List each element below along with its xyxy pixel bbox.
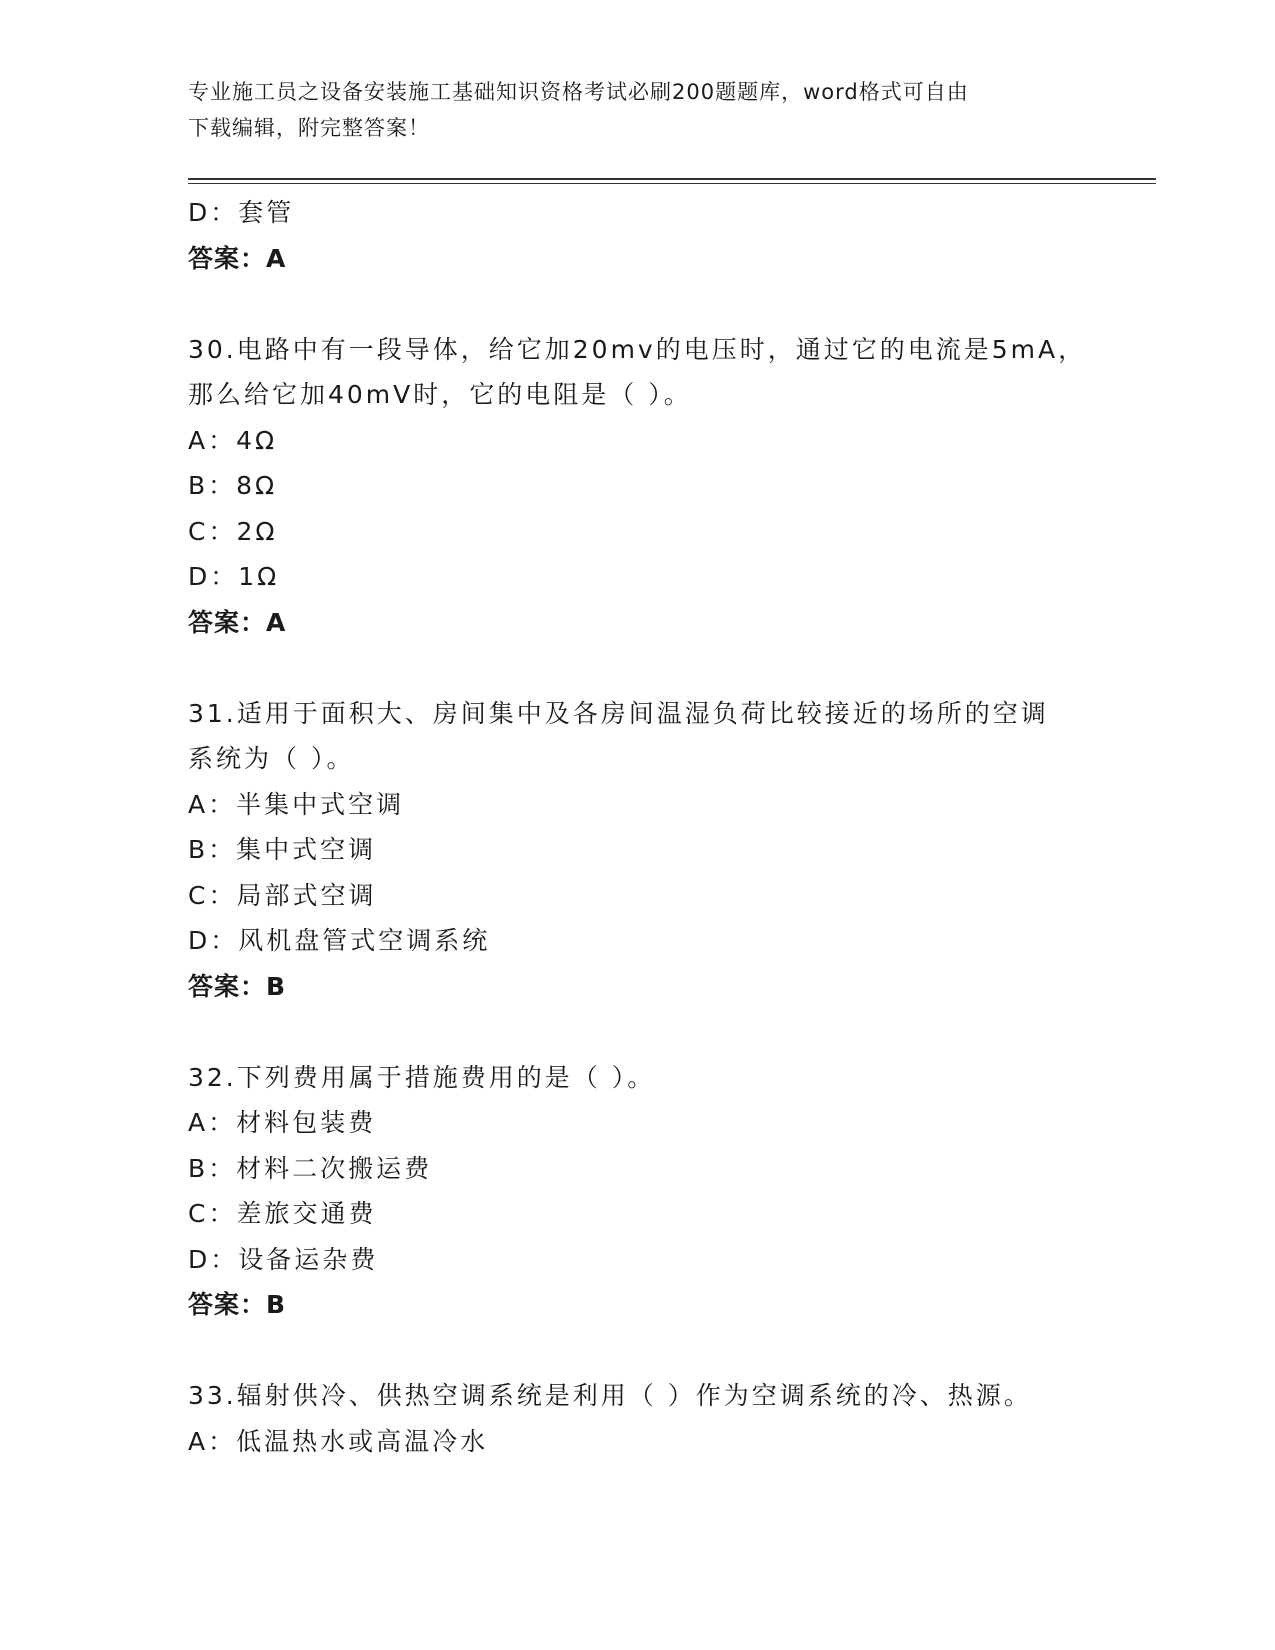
document-header <box>188 74 1088 146</box>
option-d: D：风机盘管式空调系统 <box>188 926 491 955</box>
answer: 答案：A <box>188 243 287 273</box>
option-c: C：局部式空调 <box>188 880 377 910</box>
header-divider-thick <box>188 178 1156 180</box>
option-c: C：2Ω <box>188 516 278 546</box>
question-33 <box>188 1373 1088 1464</box>
option-a: A：半集中式空调 <box>188 789 405 819</box>
question-32 <box>188 1055 1088 1328</box>
option-b: B：8Ω <box>188 471 278 500</box>
option-a: A：低温热水或高温冷水 <box>188 1426 489 1456</box>
header-line-1: 专业施工员之设备安装施工基础知识资格考试必刷200题题库，word格式可自由 <box>188 80 969 104</box>
option-d: D：1Ω <box>188 562 280 591</box>
question-31 <box>188 691 1088 1010</box>
question-stem: 30.电路中有一段导体，给它加20mv的电压时，通过它的电流是5mA， <box>188 334 1087 364</box>
question-stem: 33.辐射供冷、供热空调系统是利用（ ）作为空调系统的冷、热源。 <box>188 1381 1032 1410</box>
answer: 答案：A <box>188 607 287 637</box>
option-a: A：4Ω <box>188 425 278 455</box>
option-d: D：套管 <box>188 198 295 227</box>
option-c: C：差旅交通费 <box>188 1199 377 1228</box>
answer: 答案：B <box>188 971 287 1001</box>
header-divider-thin <box>188 183 1156 184</box>
question-stem: 那么给它加40mV时，它的电阻是（ ）。 <box>188 380 692 409</box>
question-list <box>188 190 1088 1464</box>
option-a: A：材料包装费 <box>188 1108 377 1137</box>
answer: 答案：B <box>188 1290 287 1319</box>
option-d: D：设备运杂费 <box>188 1244 379 1274</box>
question-30 <box>188 327 1088 646</box>
option-b: B：集中式空调 <box>188 835 377 864</box>
question-29-tail <box>188 190 1088 281</box>
header-line-2: 下载编辑，附完整答案！ <box>188 116 430 140</box>
option-b: B：材料二次搬运费 <box>188 1153 433 1183</box>
question-stem: 32.下列费用属于措施费用的是（ ）。 <box>188 1062 656 1092</box>
question-stem: 系统为（ ）。 <box>188 744 355 773</box>
question-stem: 31.适用于面积大、房间集中及各房间温湿负荷比较接近的场所的空调 <box>188 698 1049 728</box>
